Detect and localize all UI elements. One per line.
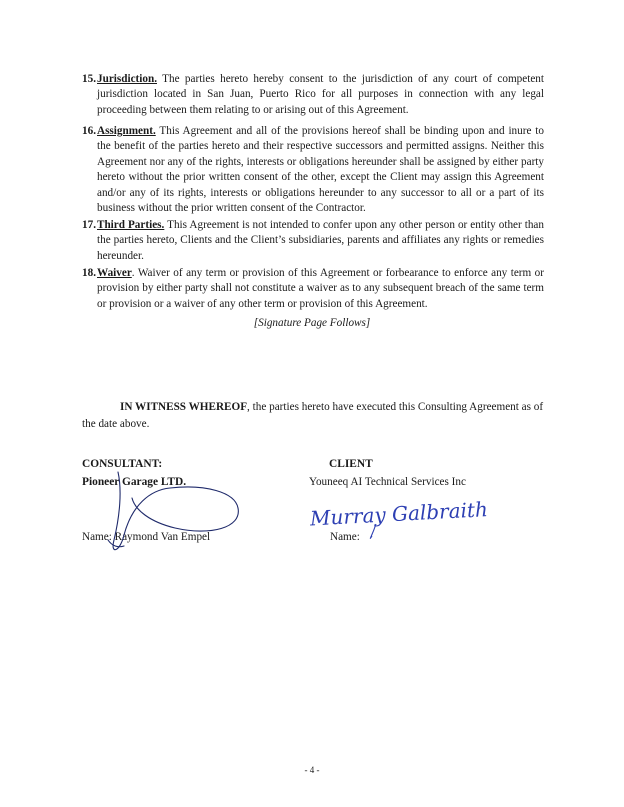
clause-text: . Waiver of any term or provision of this Agreement or forbearance to enforce any term or provision by either party shall not constitute a waiver as to any subsequent breach of the same term or provision or a waiver of any other term or provision of this Agreement. — [97, 267, 544, 310]
client-signature-text: Murray Galbraith — [309, 497, 489, 531]
witness-lead: IN WITNESS WHEREOF — [120, 401, 248, 413]
clause-number: 15. — [82, 73, 96, 85]
signature-page-note: [Signature Page Follows] — [253, 317, 371, 329]
clause-number: 16. — [82, 125, 96, 137]
clause-heading: Assignment. — [97, 125, 156, 137]
consultant-label: CONSULTANT: — [82, 458, 163, 470]
clause-number: 17. — [82, 219, 96, 231]
client-company: Youneeq AI Technical Services Inc — [309, 476, 466, 488]
consultant-company: Pioneer Garage LTD. — [82, 476, 187, 488]
clause-text: This Agreement is not intended to confer upon any other person or entity other than the parties hereto, Clients and the Client’s subsidiaries, parents and affiliates any rights or remedies hereunder. — [97, 219, 544, 262]
page-number: - 4 - — [304, 765, 320, 775]
clause-heading: Waiver — [97, 267, 132, 279]
clause-text: The parties hereto hereby consent to the jurisdiction of any court of competent jurisdiction located in San Juan, Puerto Rico for all purposes in connection with any legal proceeding between them relating to or arising out of this Agreement. — [97, 73, 544, 116]
consultant-name-line: Name: Raymond Van Empel — [82, 531, 211, 543]
consultant-signature — [108, 472, 238, 550]
client-name-line: Name: — [330, 531, 360, 543]
witness-text: , the parties hereto have executed this Consulting Agreement as of the date above. — [82, 401, 544, 430]
client-label: CLIENT — [329, 458, 373, 470]
clause-number: 18. — [82, 267, 96, 279]
client-signature — [308, 497, 488, 538]
clause-text: This Agreement and all of the provisions hereof shall be binding upon and inure to the benefit of the parties hereto and their respective successors and permitted assigns. Neither this Agreement nor any of the rights, interests or obligations hereunder shall be assigned by either party hereto without the prior written consent of the other, except the Client may assign this Agreement and/or any of its rights, interests or obligations hereunder to any successor to all or a part of its business without the prior written consent of the Contractor. — [97, 125, 544, 215]
clause-heading: Jurisdiction. — [97, 73, 157, 85]
clause-heading: Third Parties. — [97, 219, 165, 231]
